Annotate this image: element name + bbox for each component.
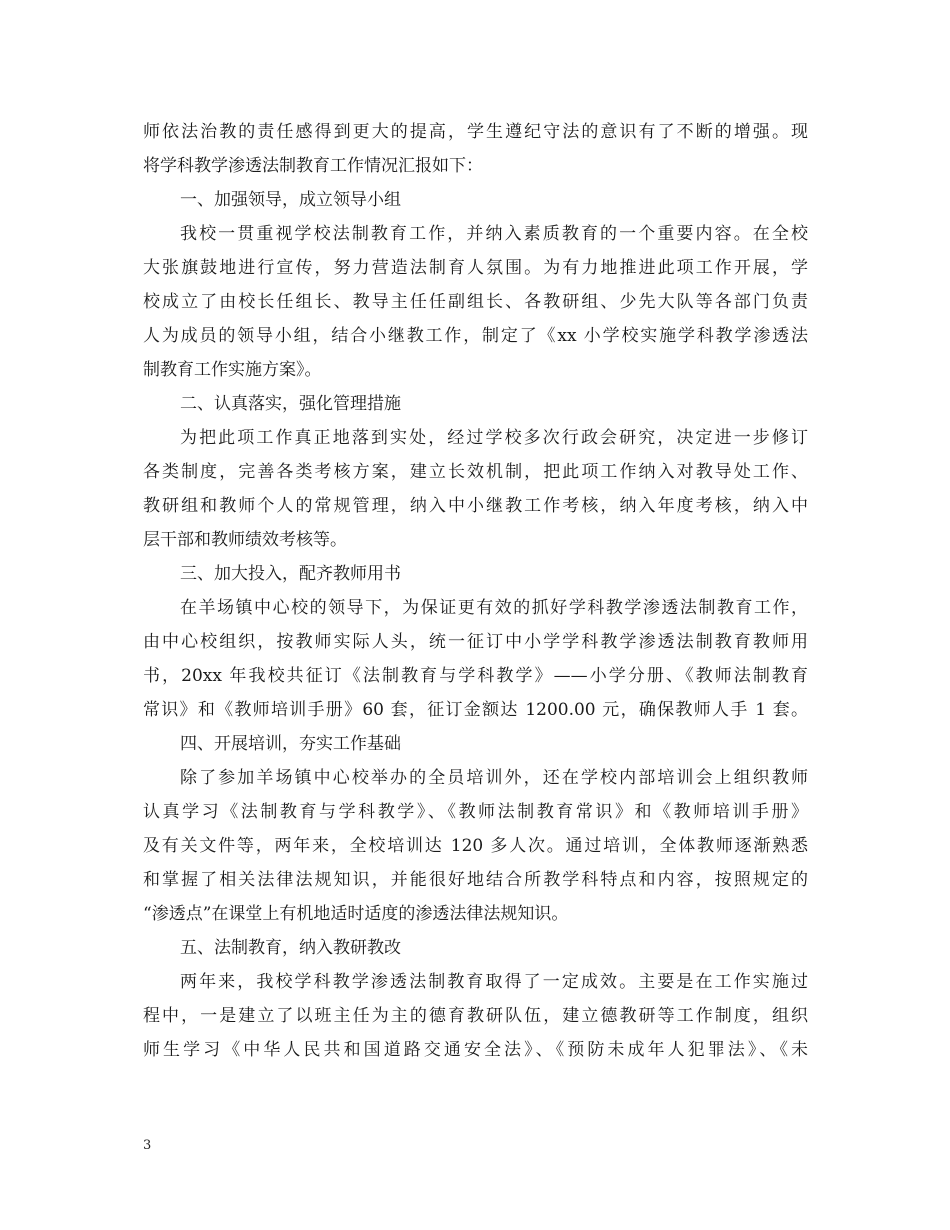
text-line: 除了参加羊场镇中心校举办的全员培训外，还在学校内部培训会上组织教师 [180,768,808,788]
text-line: 在羊场镇中心校的领导下，为保证更有效的抓好学科教学渗透法制教育工作， [180,598,808,618]
text-line: 由中心校组织，按教师实际人头，统一征订中小学学科教学渗透法制教育教师用 [143,632,808,652]
text-line: “渗透点”在课堂上有机地适时适度的渗透法律法规知识。 [143,904,569,924]
text-line: 程中，一是建立了以班主任为主的德育教研队伍，建立德教研等工作制度，组织 [143,1006,808,1026]
text-line: 师依法治教的责任感得到更大的提高，学生遵纪守法的意识有了不断的增强。现 [143,122,808,142]
text-line: 三、加大投入，配齐教师用书 [180,564,401,584]
document-body [143,115,808,1067]
text-line: 我校一贯重视学校法制教育工作，并纳入素质教育的一个重要内容。在全校 [180,224,808,244]
text-line: 制教育工作实施方案》。 [143,360,322,380]
text-line: 书，20xx 年我校共征订《法制教育与学科教学》——小学分册、《教师法制教育 [143,666,808,686]
text-line: 将学科教学渗透法制教育工作情况汇报如下： [143,156,483,176]
text-line: 五、法制教育，纳入教研教改 [180,938,401,958]
text-line: 两年来，我校学科教学渗透法制教育取得了一定成效。主要是在工作实施过 [180,972,808,992]
text-line: 为把此项工作真正地落到实处，经过学校多次行政会研究，决定进一步修订 [180,428,808,448]
text-line: 二、认真落实，强化管理措施 [180,394,401,414]
text-line: 校成立了由校长任组长、教导主任任副组长、各教研组、少先大队等各部门负责 [143,292,808,312]
page-number: 3 [143,1138,152,1153]
text-line: 各类制度，完善各类考核方案，建立长效机制，把此项工作纳入对教导处工作、 [143,462,808,482]
text-line: 教研组和教师个人的常规管理，纳入中小继教工作考核，纳入年度考核，纳入中 [143,496,808,516]
text-line: 师生学习《中华人民共和国道路交通安全法》、《预防未成年人犯罪法》、《未 [143,1040,808,1060]
text-line: 大张旗鼓地进行宣传，努力营造法制育人氛围。为有力地推进此项工作开展，学 [143,258,808,278]
text-line: 认真学习《法制教育与学科教学》、《教师法制教育常识》和《教师培训手册》 [143,802,808,822]
text-line: 及有关文件等，两年来，全校培训达 120 多人次。通过培训，全体教师逐渐熟悉 [143,836,808,856]
text-line: 常识》和《教师培训手册》60 套，征订金额达 1200.00 元，确保教师人手 1 套。 [143,700,808,720]
text-line: 人为成员的领导小组，结合小继教工作，制定了《xx 小学校实施学科教学渗透法 [143,326,808,346]
text-line: 一、加强领导，成立领导小组 [180,190,401,210]
text-line: 和掌握了相关法律法规知识，并能很好地结合所教学科特点和内容，按照规定的 [143,870,808,890]
text-line: 层干部和教师绩效考核等。 [143,530,347,550]
text-line: 四、开展培训，夯实工作基础 [180,734,401,754]
